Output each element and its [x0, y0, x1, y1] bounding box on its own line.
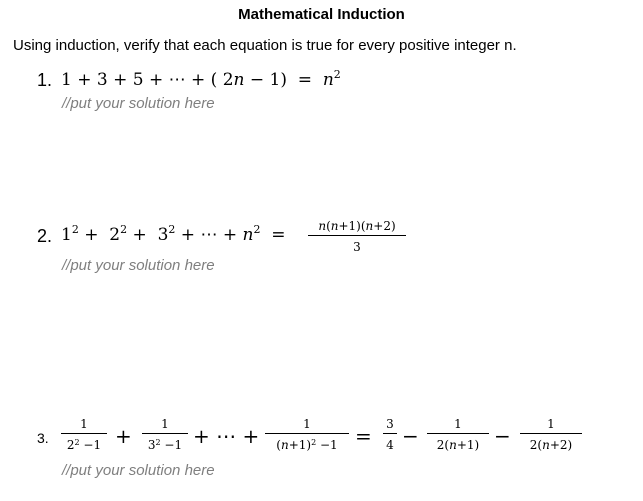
minus-sign: −	[402, 424, 419, 448]
fraction-1-over-2-nplus1: 1 2(n+1)	[427, 417, 489, 452]
problem-2-equation-lhs: $1^2 + 2^2 + 3^2$ + ⋯ + $n^2$ =	[61, 223, 286, 245]
plus-ellipsis-plus: + ⋯ +	[193, 424, 260, 448]
problem-3-solution-placeholder[interactable]: //put your solution here	[62, 462, 215, 479]
fraction-3-over-4: 3 4	[383, 417, 397, 452]
fraction-1-over-3sq-minus-1: 1 $3^2 -1$	[142, 417, 188, 452]
problem-3-number: 3.	[37, 430, 49, 446]
page-title: Mathematical Induction	[238, 6, 405, 23]
problem-1-equation: 1 + 3 + 5 + ⋯ + ( $2n - 1) = n^2$	[61, 68, 341, 90]
fraction-1-over-2-nplus2: 1 2(n+2)	[520, 417, 582, 452]
fraction-1-over-nplus1-sq-minus-1: 1 $(n+1)^2 -1$	[265, 417, 349, 452]
instructions: Using induction, verify that each equation is true for every positive integer n.	[13, 37, 517, 54]
plus-sign: +	[115, 424, 132, 448]
problem-1-number: 1.	[37, 70, 53, 90]
problem-2-rhs-fraction: n(n+1)(n+2) 3	[308, 219, 406, 254]
fraction-1-over-2sq-minus-1: 1 $2^2 -1$	[61, 417, 107, 452]
minus-sign: −	[494, 424, 511, 448]
equals-sign: =	[355, 424, 372, 448]
problem-1-solution-placeholder[interactable]: //put your solution here	[62, 95, 215, 112]
problem-2-solution-placeholder[interactable]: //put your solution here	[62, 257, 215, 274]
problem-2-number: 2.	[37, 226, 53, 246]
